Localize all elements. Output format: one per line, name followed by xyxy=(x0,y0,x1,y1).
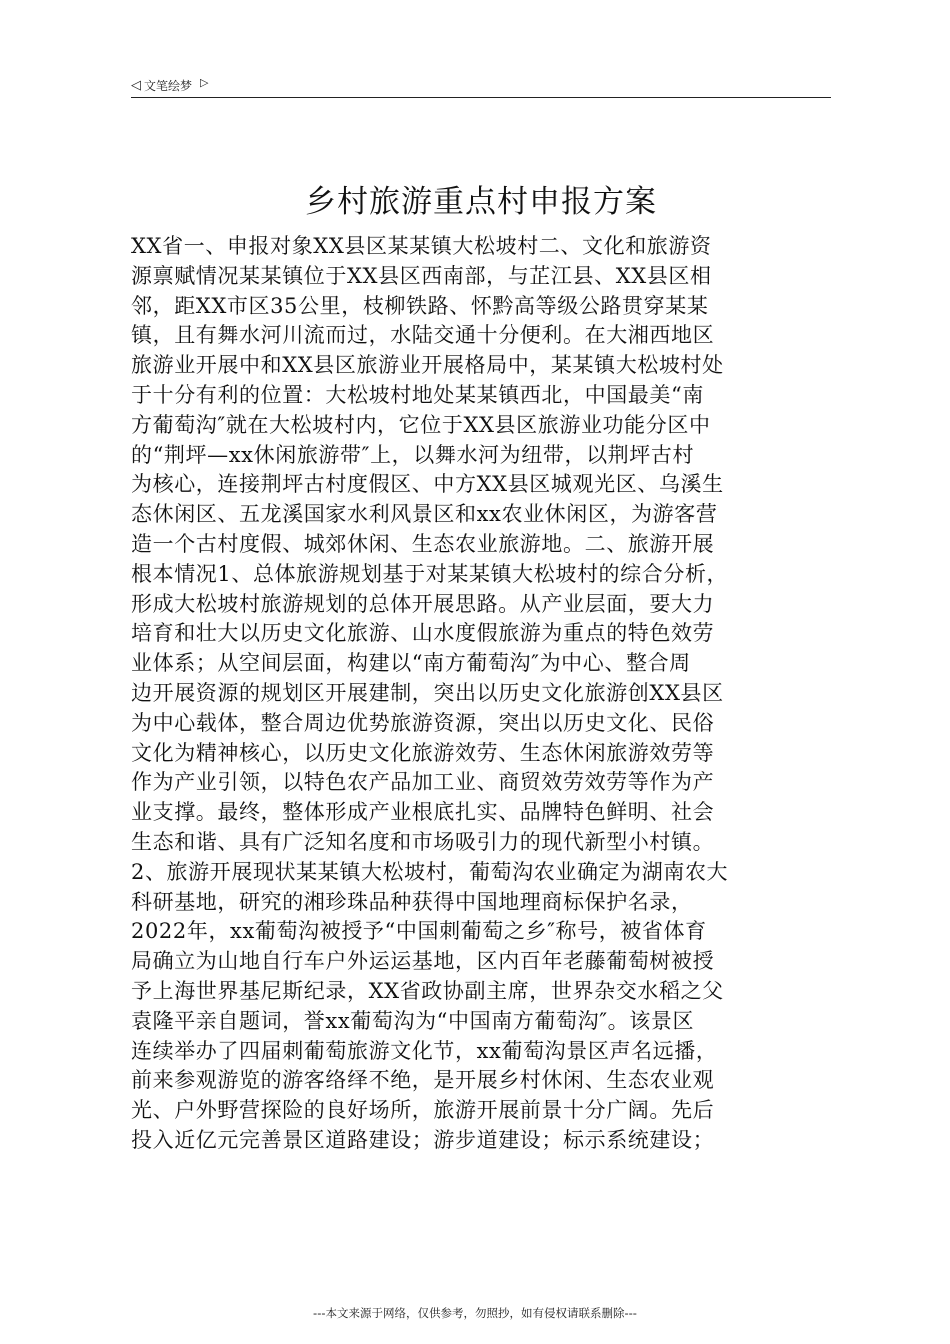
page-header xyxy=(131,74,208,96)
body-line: 根本情况1、总体旅游规划基于对某某镇大松坡村的综合分析， xyxy=(131,561,729,586)
body-line: 光、户外野营探险的良好场所，旅游开展前景十分广阔。先后 xyxy=(131,1098,715,1123)
body-line: 为中心载体，整合周边优势旅游资源，突出以历史文化、民俗 xyxy=(131,710,715,735)
body-line: 源禀赋情况某某镇位于XX县区西南部，与芷江县、XX县区相 xyxy=(131,263,712,288)
body-line: 文化为精神核心，以历史文化旅游效劳、生态休闲旅游效劳等 xyxy=(131,740,715,765)
body-line: 前来参观游览的游客络绎不绝，是开展乡村休闲、生态农业观 xyxy=(131,1068,715,1093)
body-line: 连续举办了四届刺葡萄旅游文化节，xx葡萄沟景区声名远播， xyxy=(131,1038,718,1063)
body-line: 局确立为山地自行车户外运运基地，区内百年老藤葡萄树被授 xyxy=(131,949,715,974)
body-line: 生态和谐、具有广泛知名度和市场吸引力的现代新型小村镇。 xyxy=(131,829,715,854)
body-line: 造一个古村度假、城郊休闲、生态农业旅游地。二、旅游开展 xyxy=(131,531,715,556)
left-triangle-icon: ◁ xyxy=(131,77,141,93)
footer-notice: ---本文来源于网络，仅供参考，勿照抄，如有侵权请联系删除--- xyxy=(313,1306,637,1320)
document-title: 乡村旅游重点村申报方案 xyxy=(305,184,657,220)
right-triangle-icon: ▷ xyxy=(200,75,209,89)
body-line: 培育和壮大以历史文化旅游、山水度假旅游为重点的特色效劳 xyxy=(131,621,715,646)
body-line: XX省一、申报对象XX县区某某镇大松坡村二、文化和旅游资 xyxy=(131,234,712,258)
header-divider xyxy=(131,97,831,98)
body-line: 业支撑。最终，整体形成产业根底扎实、品牌特色鲜明、社会 xyxy=(131,800,715,825)
body-line: 的“荆坪—xx休闲旅游带″上，以舞水河为纽带，以荆坪古村 xyxy=(131,442,695,467)
body-line: 形成大松坡村旅游规划的总体开展思路。从产业层面，要大力 xyxy=(131,591,715,616)
body-line: 镇，且有舞水河川流而过，水陆交通十分便利。在大湘西地区 xyxy=(131,323,715,348)
body-line: 2022年，xx葡萄沟被授予“中国刺葡萄之乡″称号，被省体育 xyxy=(131,919,707,944)
body-line: 为核心，连接荆坪古村度假区、中方XX县区城观光区、乌溪生 xyxy=(131,472,724,497)
body-line: 于十分有利的位置：大松坡村地处某某镇西北，中国最美“南 xyxy=(131,382,704,407)
document-body xyxy=(131,232,831,1182)
body-line: 方葡萄沟″就在大松坡村内，它位于XX县区旅游业功能分区中 xyxy=(131,412,711,437)
body-line: 态休闲区、五龙溪国家水利风景区和xx农业休闲区，为游客营 xyxy=(131,502,718,527)
body-line: 2、旅游开展现状某某镇大松坡村，葡萄沟农业确定为湖南农大 xyxy=(131,859,729,884)
body-line: 科研基地，研究的湘珍珠品种获得中国地理商标保护名录， xyxy=(131,889,693,914)
header-brand: 文笔绘梦 xyxy=(144,78,193,93)
body-line: 投入近亿元完善景区道路建设；游步道建设；标示系统建设； xyxy=(131,1127,715,1152)
body-line: 作为产业引领，以特色农产品加工业、商贸效劳效劳等作为产 xyxy=(131,770,715,795)
body-line: 业体系；从空间层面，构建以“南方葡萄沟″为中心、整合周 xyxy=(131,651,691,676)
body-line: 邻，距XX市区35公里，枝柳铁路、怀黔高等级公路贯穿某某 xyxy=(131,293,709,318)
body-line: 予上海世界基尼斯纪录，XX省政协副主席，世界杂交水稻之父 xyxy=(131,978,724,1003)
body-line: 边开展资源的规划区开展建制，突出以历史文化旅游创XX县区 xyxy=(131,680,724,705)
body-line: 袁隆平亲自题词，誉xx葡萄沟为“中国南方葡萄沟″。该景区 xyxy=(131,1008,695,1033)
body-line: 旅游业开展中和XX县区旅游业开展格局中，某某镇大松坡村处 xyxy=(131,353,724,378)
